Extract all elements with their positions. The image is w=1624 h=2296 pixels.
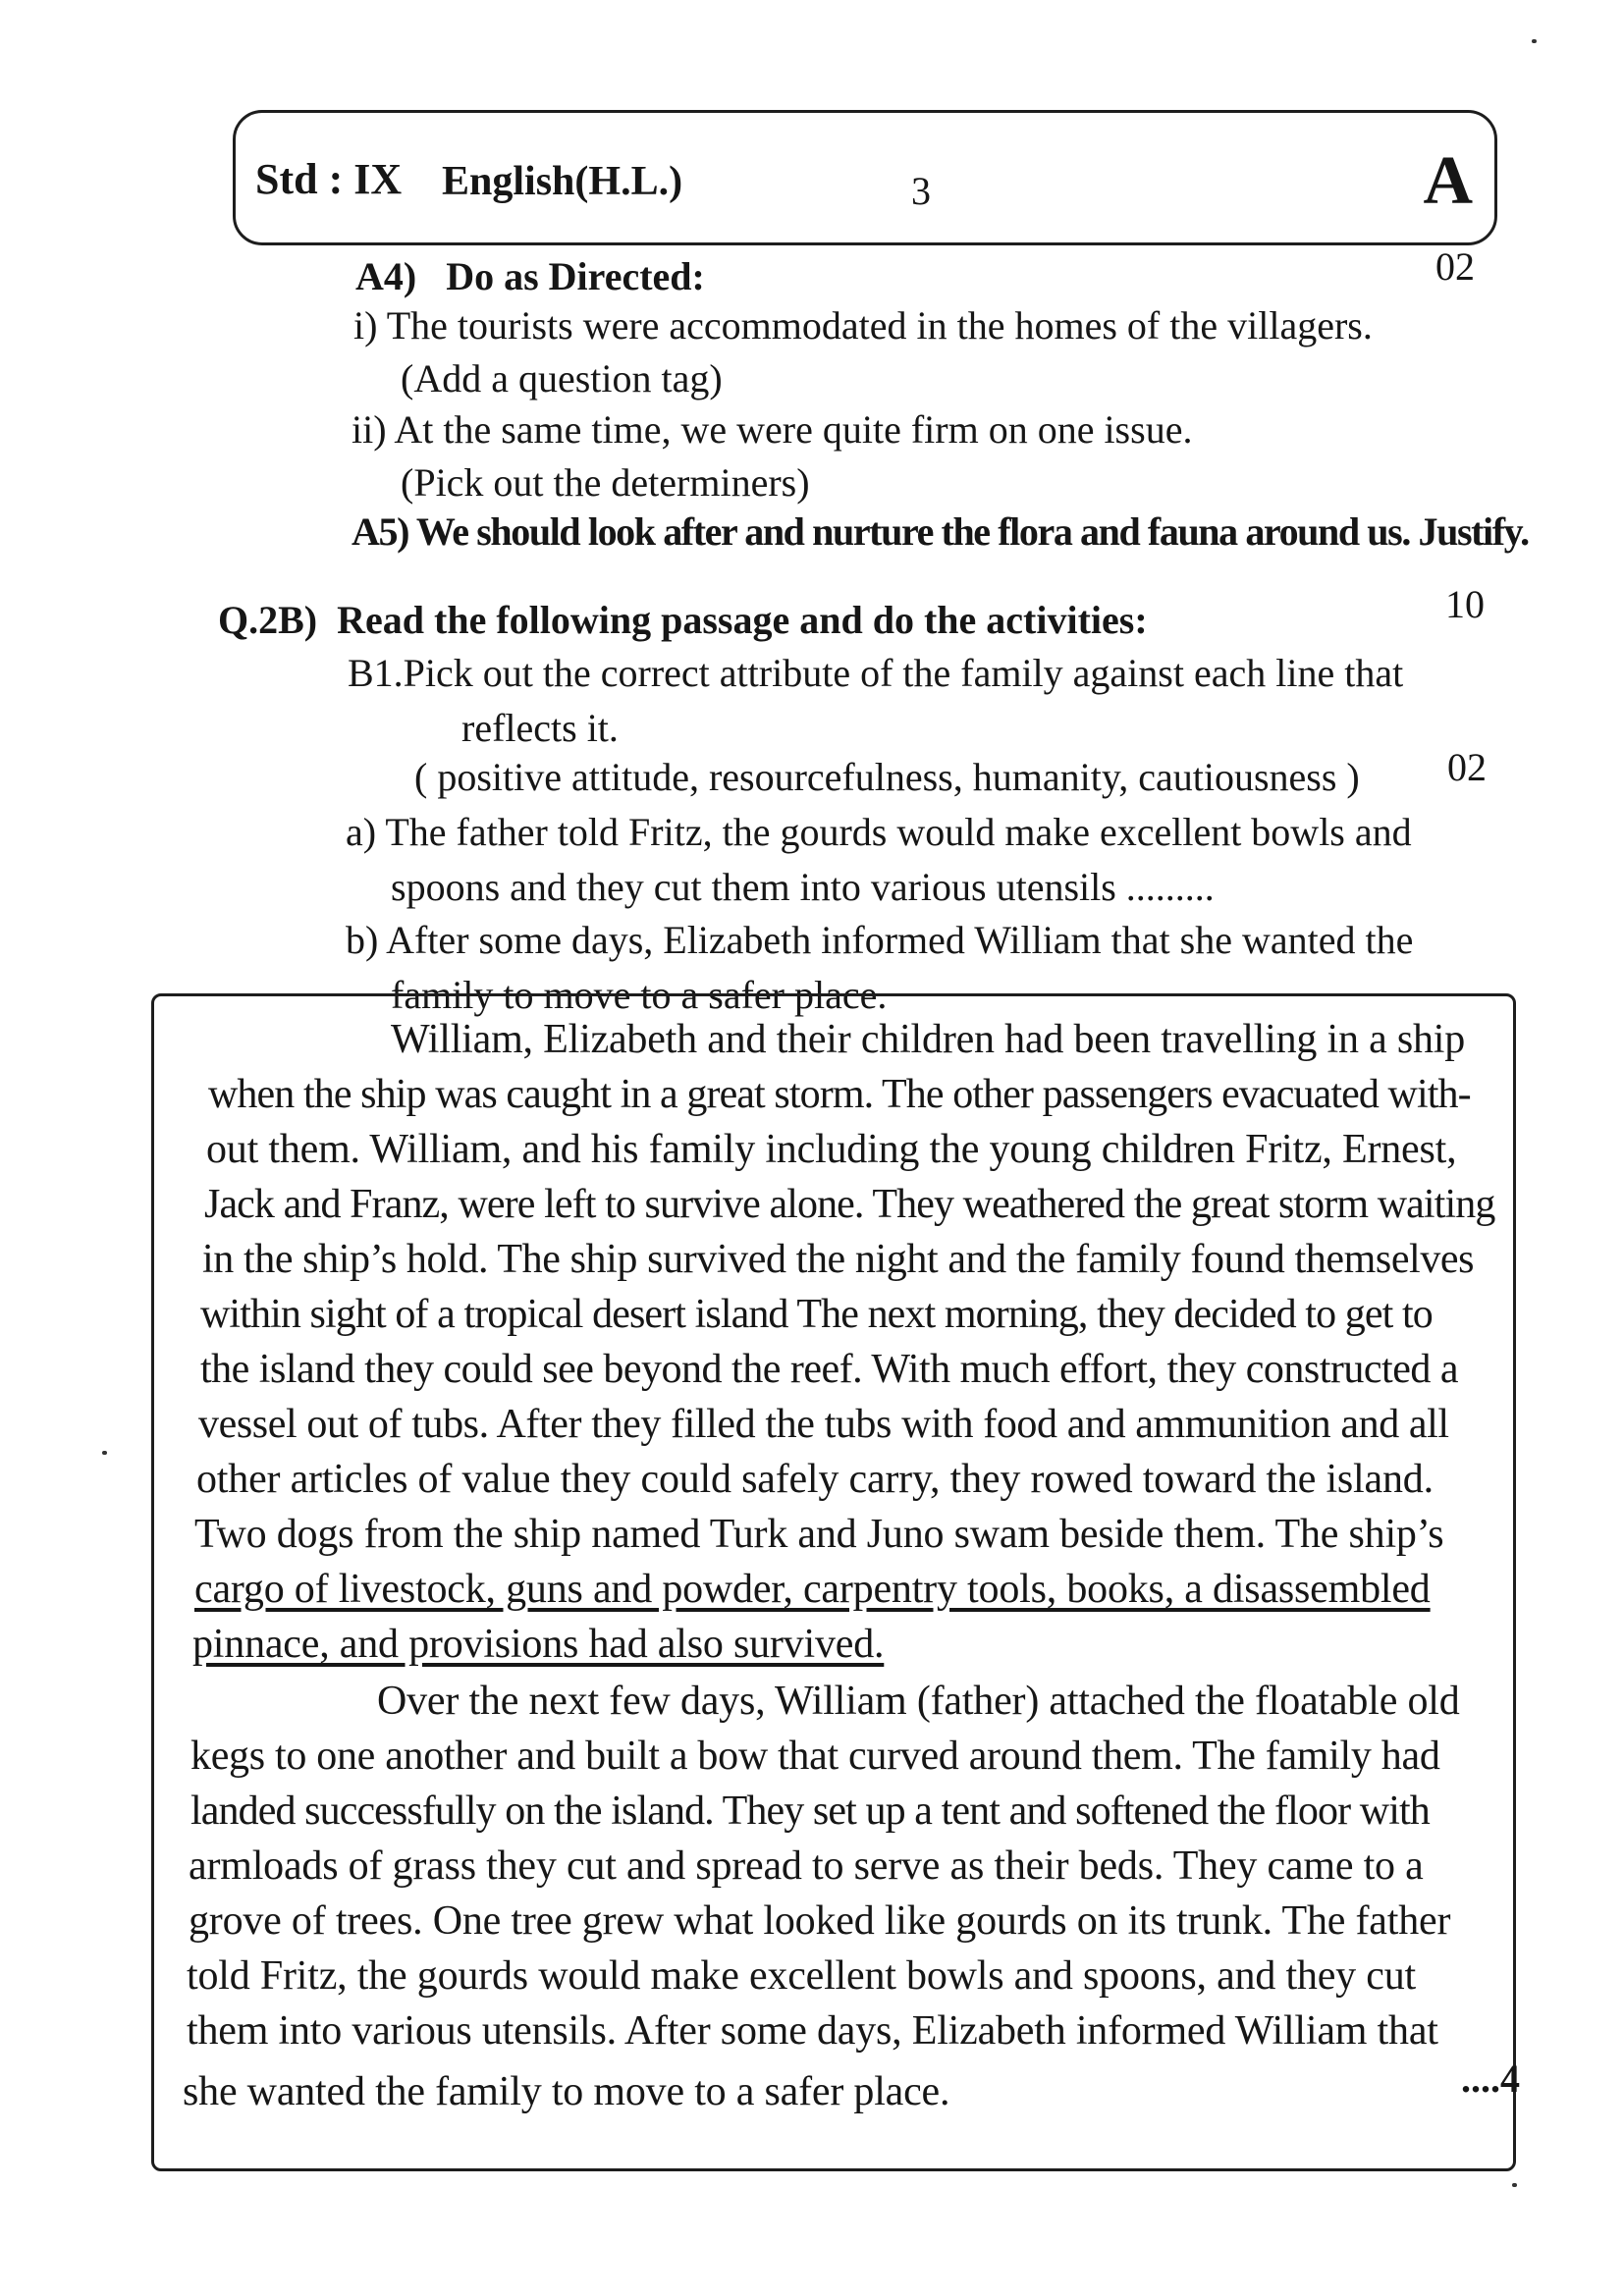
a4-heading: A4) Do as Directed: <box>355 254 705 298</box>
passage-line: vessel out of tubs. After they filled the tubs with food and ammunition and all <box>198 1402 1449 1447</box>
header-box <box>233 110 1497 245</box>
subject-label: English(H.L.) <box>442 159 683 204</box>
b1-line2: reflects it. <box>461 706 619 750</box>
a4-marks: 02 <box>1435 244 1475 289</box>
set-letter: A <box>1423 143 1473 219</box>
passage-line: Jack and Franz, were left to survive alone. They weathered the great storm waiting <box>204 1182 1495 1227</box>
q2b-heading: Q.2B) Read the following passage and do the activities: <box>218 598 1148 642</box>
a4-ii-line2: (Pick out the determiners) <box>401 460 810 505</box>
passage-line: within sight of a tropical desert island The next morning, they decided to get to <box>200 1292 1433 1337</box>
passage-line: kegs to one another and built a bow that curved around them. The family had <box>190 1734 1440 1779</box>
passage-line: armloads of grass they cut and spread to serve as their beds. They came to a <box>189 1843 1424 1889</box>
passage-line: William, Elizabeth and their children had been travelling in a ship <box>391 1017 1466 1062</box>
continued-marker: ....4 <box>1461 2056 1520 2101</box>
b1-options: ( positive attitude, resourcefulness, humanity, cautiousness ) <box>414 755 1360 799</box>
passage-line: Two dogs from the ship named Turk and Juno swam beside them. The ship’s <box>194 1512 1444 1557</box>
b1-a-line1: a) The father told Fritz, the gourds would make excellent bowls and <box>346 810 1412 854</box>
b1-marks: 02 <box>1447 745 1487 789</box>
passage-line: grove of trees. One tree grew what looked like gourds on its trunk. The father <box>189 1898 1451 1944</box>
passage-line: cargo of livestock, guns and powder, carpentry tools, books, a disassembled <box>194 1567 1431 1612</box>
passage-line: when the ship was caught in a great storm. The other passengers evacuated with- <box>208 1072 1471 1117</box>
scan-speck <box>102 1451 107 1455</box>
passage-line: told Fritz, the gourds would make excellent bowls and spoons, and they cut <box>187 1953 1416 1999</box>
passage-line: other articles of value they could safely carry, they rowed toward the island. <box>196 1457 1434 1502</box>
passage-line: them into various utensils. After some days, Elizabeth informed William that <box>187 2008 1438 2054</box>
passage-line: out them. William, and his family including the young children Fritz, Ernest, <box>206 1127 1457 1172</box>
b1-b-line1: b) After some days, Elizabeth informed William that she wanted the <box>346 918 1414 962</box>
scan-speck <box>1532 39 1537 43</box>
page-number: 3 <box>911 169 931 213</box>
a4-i-line2: (Add a question tag) <box>401 356 723 400</box>
passage-line: Over the next few days, William (father) attached the floatable old <box>377 1679 1460 1724</box>
b1-line1: B1.Pick out the correct attribute of the family against each line that <box>348 651 1404 695</box>
a4-ii-line1: ii) At the same time, we were quite firm on one issue. <box>352 407 1193 452</box>
passage-line: landed successfully on the island. They set up a tent and softened the floor with <box>190 1789 1430 1834</box>
q2b-marks: 10 <box>1445 582 1485 626</box>
passage-line: pinnace, and provisions had also survived. <box>192 1622 885 1667</box>
standard-label: Std : IX <box>255 155 403 203</box>
a5-question: A5) We should look after and nurture the flora and fauna around us. Justify. <box>352 509 1529 554</box>
scan-speck <box>1512 2183 1517 2187</box>
passage-line: in the ship’s hold. The ship survived the night and the family found themselves <box>202 1237 1475 1282</box>
passage-line: the island they could see beyond the reef. With much effort, they constructed a <box>200 1347 1458 1392</box>
passage-line: she wanted the family to move to a safer place. <box>183 2069 950 2114</box>
a4-i-line1: i) The tourists were accommodated in the homes of the villagers. <box>353 303 1373 347</box>
b1-b-line2: family to move to a safer place. <box>391 973 888 1017</box>
b1-a-line2: spoons and they cut them into various utensils ......... <box>391 865 1215 909</box>
